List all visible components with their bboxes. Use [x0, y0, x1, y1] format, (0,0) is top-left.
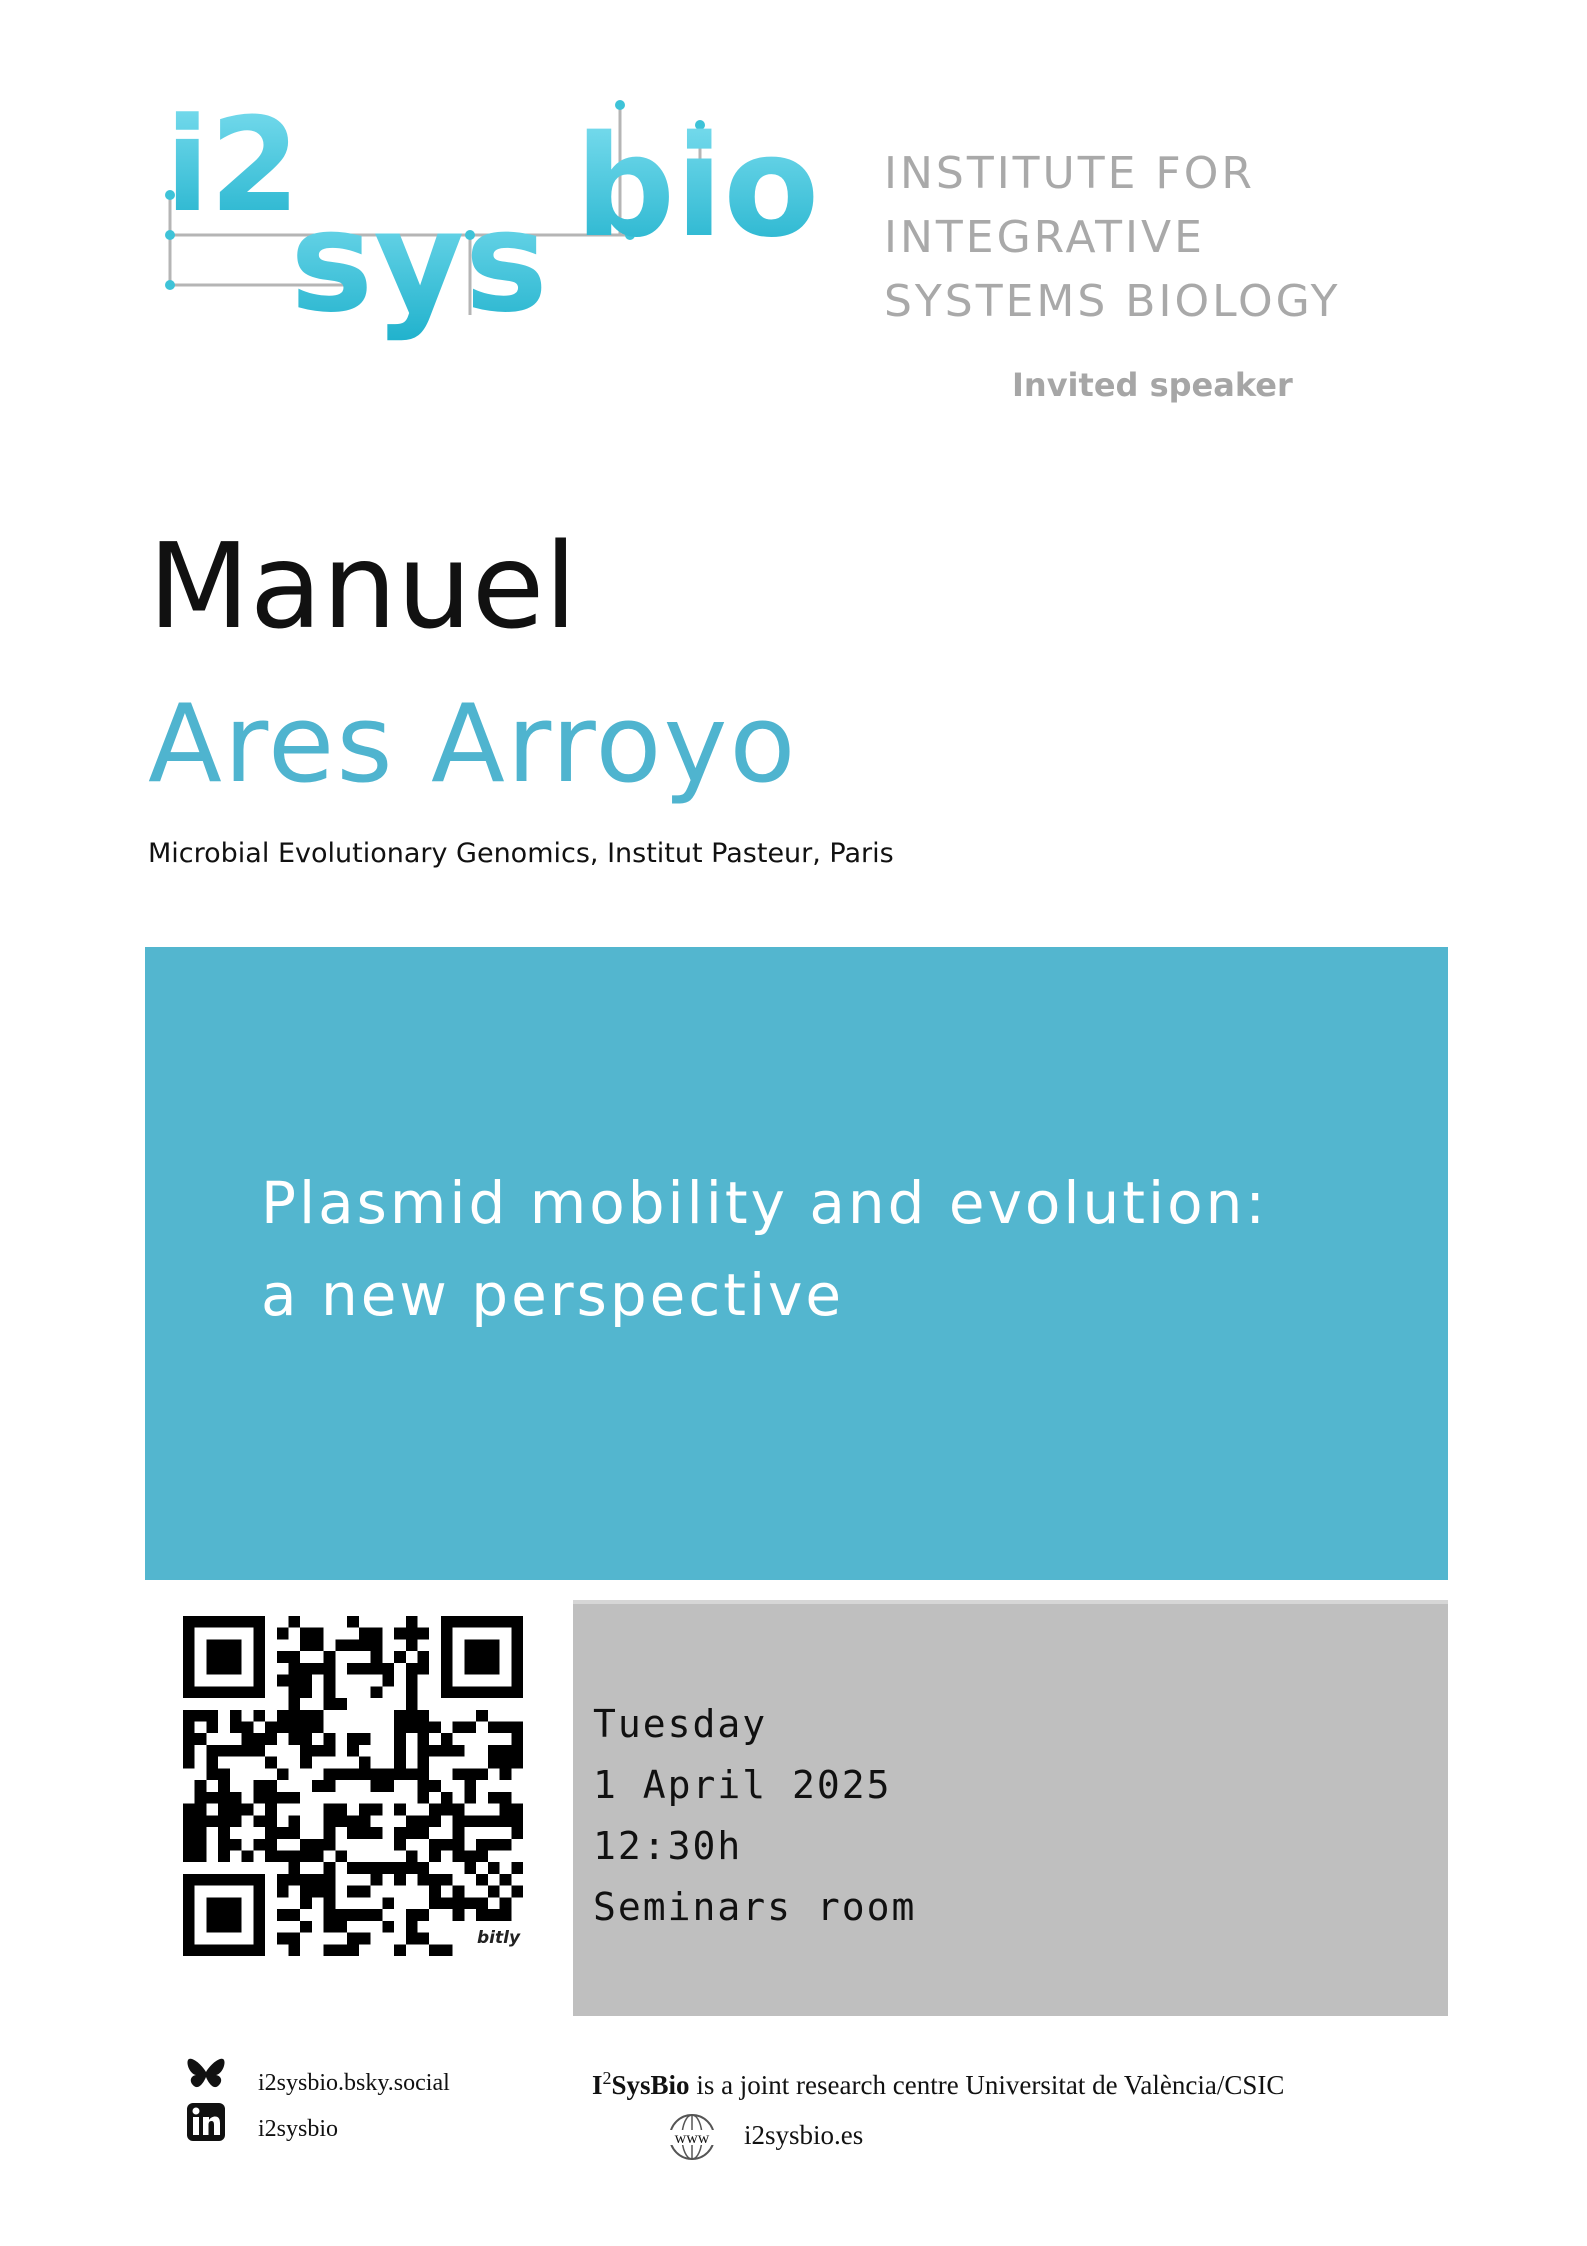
institute-name [884, 142, 1340, 334]
institute-line: INTEGRATIVE [884, 212, 1205, 263]
linkedin-handle[interactable]: i2sysbio [258, 2116, 339, 2142]
linkedin-icon[interactable] [187, 2103, 225, 2141]
svg-text:i2: i2 [165, 89, 301, 241]
talk-title [261, 1157, 1268, 1341]
qr-brand-label: bitly [477, 1928, 521, 1948]
website-link[interactable]: i2sysbio.es [744, 2120, 864, 2150]
joint-brand-suffix: SysBio [611, 2070, 690, 2100]
speaker-affiliation: Microbial Evolutionary Genomics, Institut Pasteur, Paris [148, 838, 894, 869]
joint-brand-sup: 2 [602, 2068, 612, 2088]
qr-code[interactable] [183, 1616, 523, 1956]
i2sysbio-logo [150, 85, 830, 355]
event-details-box [573, 1600, 1448, 2016]
svg-text:bio: bio [575, 106, 820, 269]
invited-speaker-label: Invited speaker [1012, 366, 1293, 404]
svg-text:www: www [674, 2130, 710, 2147]
event-room: Seminars room [593, 1885, 917, 1929]
event-date: 1 April 2025 [593, 1763, 892, 1807]
event-day: Tuesday [593, 1702, 768, 1746]
speaker-last-name: Ares Arroyo [148, 682, 798, 807]
speaker-first-name: Manuel [148, 517, 578, 655]
joint-text: is a joint research centre Universitat de València/CSIC [689, 2070, 1285, 2100]
talk-title-box [145, 947, 1448, 1580]
institute-line: INSTITUTE FOR [884, 148, 1255, 199]
bluesky-icon[interactable] [186, 2056, 226, 2092]
svg-text:sys: sys [290, 181, 548, 344]
bluesky-handle[interactable]: i2sysbio.bsky.social [258, 2070, 450, 2096]
talk-title-line: a new perspective [261, 1261, 845, 1329]
globe-icon [664, 2112, 720, 2162]
event-details [593, 1694, 916, 1938]
talk-title-line: Plasmid mobility and evolution: [261, 1169, 1268, 1237]
event-time: 12:30h [593, 1824, 743, 1868]
joint-centre-statement [592, 2068, 1284, 2101]
joint-brand-prefix: I [592, 2070, 603, 2100]
institute-line: SYSTEMS BIOLOGY [884, 276, 1341, 327]
